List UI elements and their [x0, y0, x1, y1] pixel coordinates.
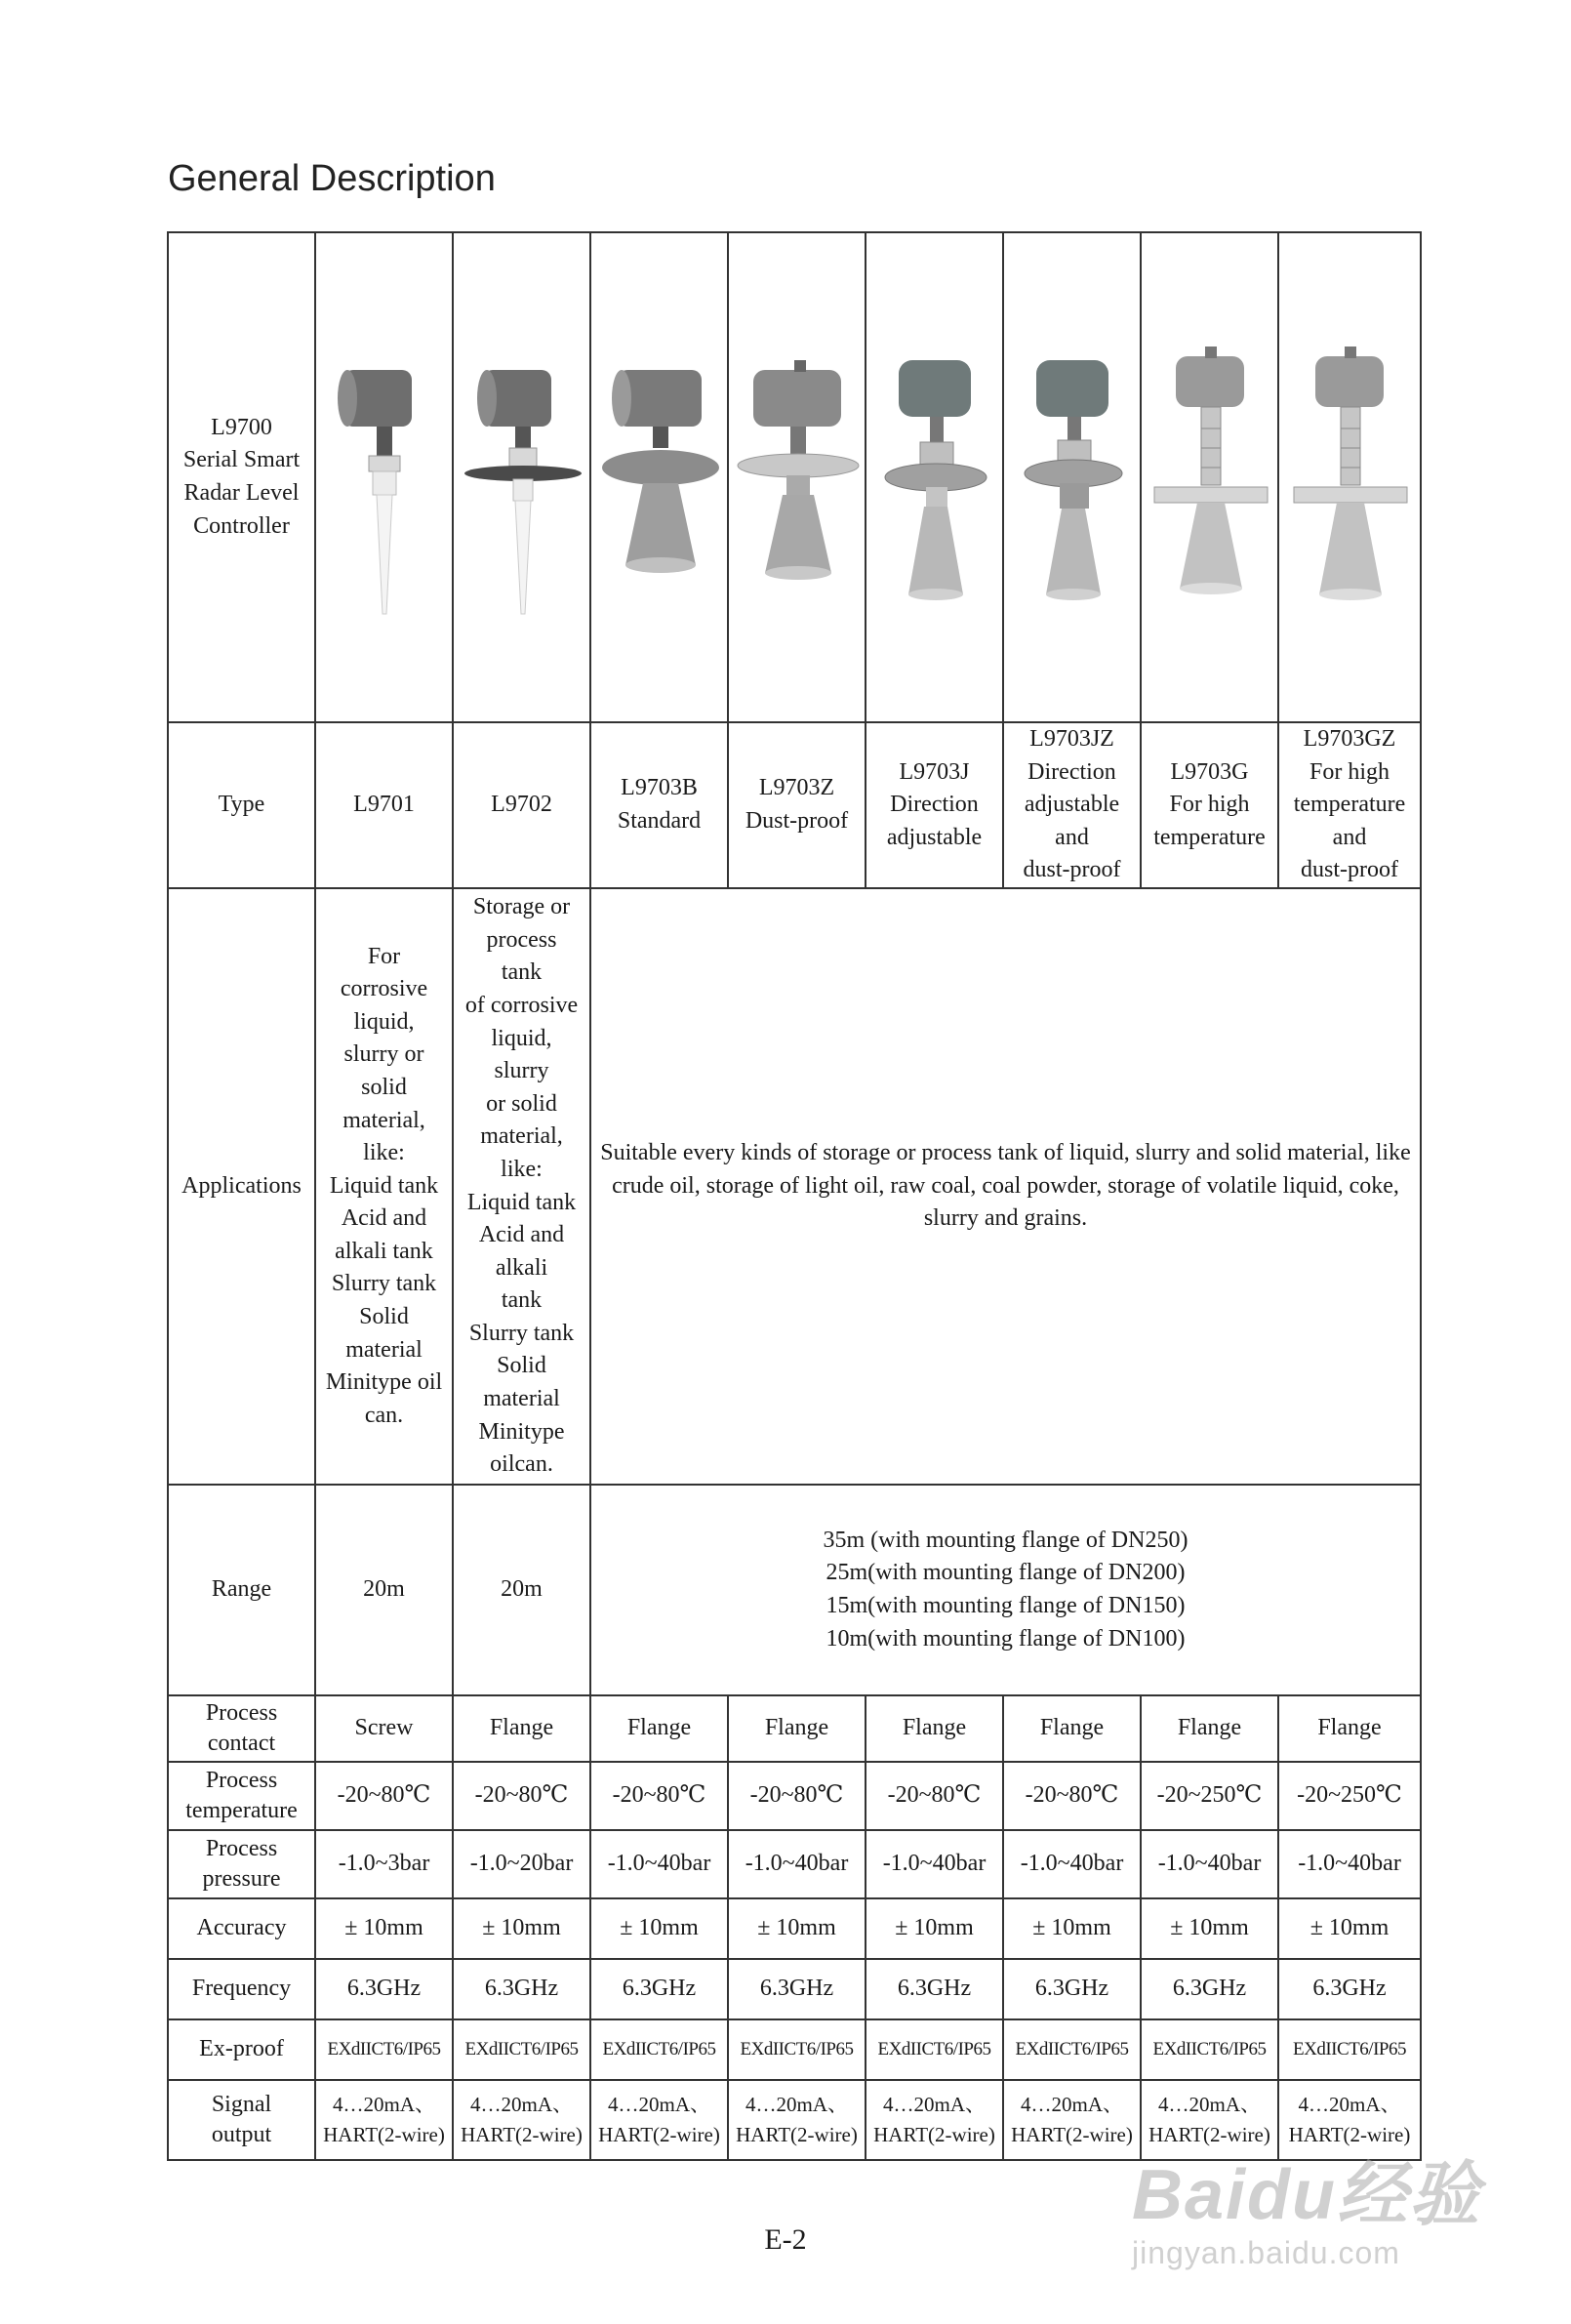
process-contact-cell: Flange	[866, 1695, 1003, 1762]
row-label-process-contact: Process contact	[168, 1695, 315, 1762]
ex-proof-cell: EXdIICT6/IP65	[315, 2019, 453, 2080]
ex-proof-cell: EXdIICT6/IP65	[1278, 2019, 1421, 2080]
radar-rod-flange-icon	[459, 331, 585, 624]
process-contact-cell: Flange	[453, 1695, 590, 1762]
process-pressure-cell: -1.0~3bar	[315, 1830, 453, 1898]
process-contact-cell: Flange	[1141, 1695, 1278, 1762]
range-row	[168, 1485, 1421, 1695]
ex-proof-row	[168, 2019, 1421, 2080]
process-temperature-cell: -20~80℃	[315, 1762, 453, 1830]
row-label-process-temperature: Process temperature	[168, 1762, 315, 1830]
process-temperature-cell: -20~80℃	[590, 1762, 728, 1830]
process-contact-cell: Flange	[1278, 1695, 1421, 1762]
accuracy-cell: ± 10mm	[1141, 1898, 1278, 1959]
process-pressure-cell: -1.0~40bar	[728, 1830, 866, 1898]
process-temperature-cell: -20~80℃	[453, 1762, 590, 1830]
watermark-url: jingyan.baidu.com	[1132, 2235, 1400, 2270]
product-image-l9703gz	[1278, 232, 1421, 722]
row-label-ex-proof: Ex-proof	[168, 2019, 315, 2080]
signal-output-cell: 4…20mA、 HART(2-wire)	[453, 2080, 590, 2160]
product-image-l9701	[315, 232, 453, 722]
series-label: L9700 Serial Smart Radar Level Controller	[168, 232, 315, 722]
process-temperature-cell: -20~250℃	[1141, 1762, 1278, 1830]
type-cell: L9703GZ For high temperature and dust-proof	[1278, 722, 1421, 888]
radar-horn-dustproof-icon	[734, 331, 861, 624]
accuracy-cell: ± 10mm	[866, 1898, 1003, 1959]
accuracy-row	[168, 1898, 1421, 1959]
accuracy-cell: ± 10mm	[315, 1898, 453, 1959]
range-cell-l9703: 35m (with mounting flange of DN250) 25m(with mounting flange of DN200) 15m(with mounting flange of DN150) 10m(with mounting flange of DN100)	[590, 1485, 1421, 1695]
type-cell: L9703J Direction adjustable	[866, 722, 1003, 888]
signal-output-cell: 4…20mA、 HART(2-wire)	[1003, 2080, 1141, 2160]
type-row	[168, 722, 1421, 888]
ex-proof-cell: EXdIICT6/IP65	[866, 2019, 1003, 2080]
accuracy-cell: ± 10mm	[728, 1898, 866, 1959]
signal-output-cell: 4…20mA、 HART(2-wire)	[315, 2080, 453, 2160]
product-image-l9702	[453, 232, 590, 722]
frequency-row	[168, 1959, 1421, 2019]
accuracy-cell: ± 10mm	[1003, 1898, 1141, 1959]
ex-proof-cell: EXdIICT6/IP65	[453, 2019, 590, 2080]
process-temperature-cell: -20~250℃	[1278, 1762, 1421, 1830]
process-pressure-cell: -1.0~40bar	[590, 1830, 728, 1898]
radar-horn-standard-icon	[596, 331, 723, 624]
signal-output-cell: 4…20mA、 HART(2-wire)	[1278, 2080, 1421, 2160]
product-image-l9703g	[1141, 232, 1278, 722]
spec-table	[167, 231, 1422, 2161]
row-label-process-pressure: Process pressure	[168, 1830, 315, 1898]
type-cell: L9703G For high temperature	[1141, 722, 1278, 888]
radar-horn-hightemp-icon	[1147, 331, 1273, 624]
product-image-l9703jz	[1003, 232, 1141, 722]
product-image-row	[168, 232, 1421, 722]
row-label-range: Range	[168, 1485, 315, 1695]
row-label-type: Type	[168, 722, 315, 888]
process-contact-cell: Flange	[728, 1695, 866, 1762]
frequency-cell: 6.3GHz	[590, 1959, 728, 2019]
page-title: General Description	[168, 158, 496, 199]
applications-cell-l9702: Storage or process tank of corrosive liquid, slurry or solid material, like: Liquid tank Acid and alkali tank Slurry tank Solid material Minitype oilcan.	[453, 888, 590, 1485]
signal-output-cell: 4…20mA、 HART(2-wire)	[866, 2080, 1003, 2160]
process-contact-cell: Flange	[590, 1695, 728, 1762]
product-image-l9703b	[590, 232, 728, 722]
ex-proof-cell: EXdIICT6/IP65	[1141, 2019, 1278, 2080]
applications-cell-l9701: For corrosive liquid, slurry or solid material, like: Liquid tank Acid and alkali tank Slurry tank Solid material Minitype oil can.	[315, 888, 453, 1485]
watermark-brand: Baidu经验	[1132, 2156, 1482, 2234]
type-cell: L9703B Standard	[590, 722, 728, 888]
range-cell-l9702: 20m	[453, 1485, 590, 1695]
range-cell-l9701: 20m	[315, 1485, 453, 1695]
process-pressure-cell: -1.0~20bar	[453, 1830, 590, 1898]
process-temperature-cell: -20~80℃	[728, 1762, 866, 1830]
process-temperature-cell: -20~80℃	[1003, 1762, 1141, 1830]
page-number: E-2	[764, 2223, 807, 2256]
signal-output-cell: 4…20mA、 HART(2-wire)	[590, 2080, 728, 2160]
process-pressure-cell: -1.0~40bar	[1141, 1830, 1278, 1898]
type-cell: L9703JZ Direction adjustable and dust-proof	[1003, 722, 1141, 888]
type-cell: L9703Z Dust-proof	[728, 722, 866, 888]
process-pressure-cell: -1.0~40bar	[1003, 1830, 1141, 1898]
watermark	[1132, 2138, 1481, 2271]
process-temperature-row	[168, 1762, 1421, 1830]
accuracy-cell: ± 10mm	[453, 1898, 590, 1959]
frequency-cell: 6.3GHz	[1141, 1959, 1278, 2019]
row-label-applications: Applications	[168, 888, 315, 1485]
process-contact-cell: Flange	[1003, 1695, 1141, 1762]
process-contact-cell: Screw	[315, 1695, 453, 1762]
process-pressure-row	[168, 1830, 1421, 1898]
signal-output-cell: 4…20mA、 HART(2-wire)	[728, 2080, 866, 2160]
row-label-accuracy: Accuracy	[168, 1898, 315, 1959]
frequency-cell: 6.3GHz	[453, 1959, 590, 2019]
process-pressure-cell: -1.0~40bar	[1278, 1830, 1421, 1898]
radar-horn-adjustable-icon	[871, 331, 998, 624]
process-pressure-cell: -1.0~40bar	[866, 1830, 1003, 1898]
radar-horn-hightemp-dustproof-icon	[1286, 331, 1413, 624]
product-image-l9703z	[728, 232, 866, 722]
frequency-cell: 6.3GHz	[866, 1959, 1003, 2019]
row-label-frequency: Frequency	[168, 1959, 315, 2019]
applications-row	[168, 888, 1421, 1485]
frequency-cell: 6.3GHz	[728, 1959, 866, 2019]
type-cell: L9702	[453, 722, 590, 888]
ex-proof-cell: EXdIICT6/IP65	[590, 2019, 728, 2080]
radar-rod-screw-icon	[326, 331, 443, 624]
applications-cell-l9703: Suitable every kinds of storage or process tank of liquid, slurry and solid material, like crude oil, storage of light oil, raw coal, coal powder, storage of volatile liquid, coke, slurry and grains.	[590, 888, 1421, 1485]
accuracy-cell: ± 10mm	[590, 1898, 728, 1959]
type-cell: L9701	[315, 722, 453, 888]
ex-proof-cell: EXdIICT6/IP65	[1003, 2019, 1141, 2080]
frequency-cell: 6.3GHz	[315, 1959, 453, 2019]
process-temperature-cell: -20~80℃	[866, 1762, 1003, 1830]
accuracy-cell: ± 10mm	[1278, 1898, 1421, 1959]
frequency-cell: 6.3GHz	[1278, 1959, 1421, 2019]
ex-proof-cell: EXdIICT6/IP65	[728, 2019, 866, 2080]
product-image-l9703j	[866, 232, 1003, 722]
row-label-signal-output: Signal output	[168, 2080, 315, 2160]
frequency-cell: 6.3GHz	[1003, 1959, 1141, 2019]
signal-output-cell: 4…20mA、 HART(2-wire)	[1141, 2080, 1278, 2160]
radar-horn-adjustable-dustproof-icon	[1009, 331, 1136, 624]
process-contact-row	[168, 1695, 1421, 1762]
